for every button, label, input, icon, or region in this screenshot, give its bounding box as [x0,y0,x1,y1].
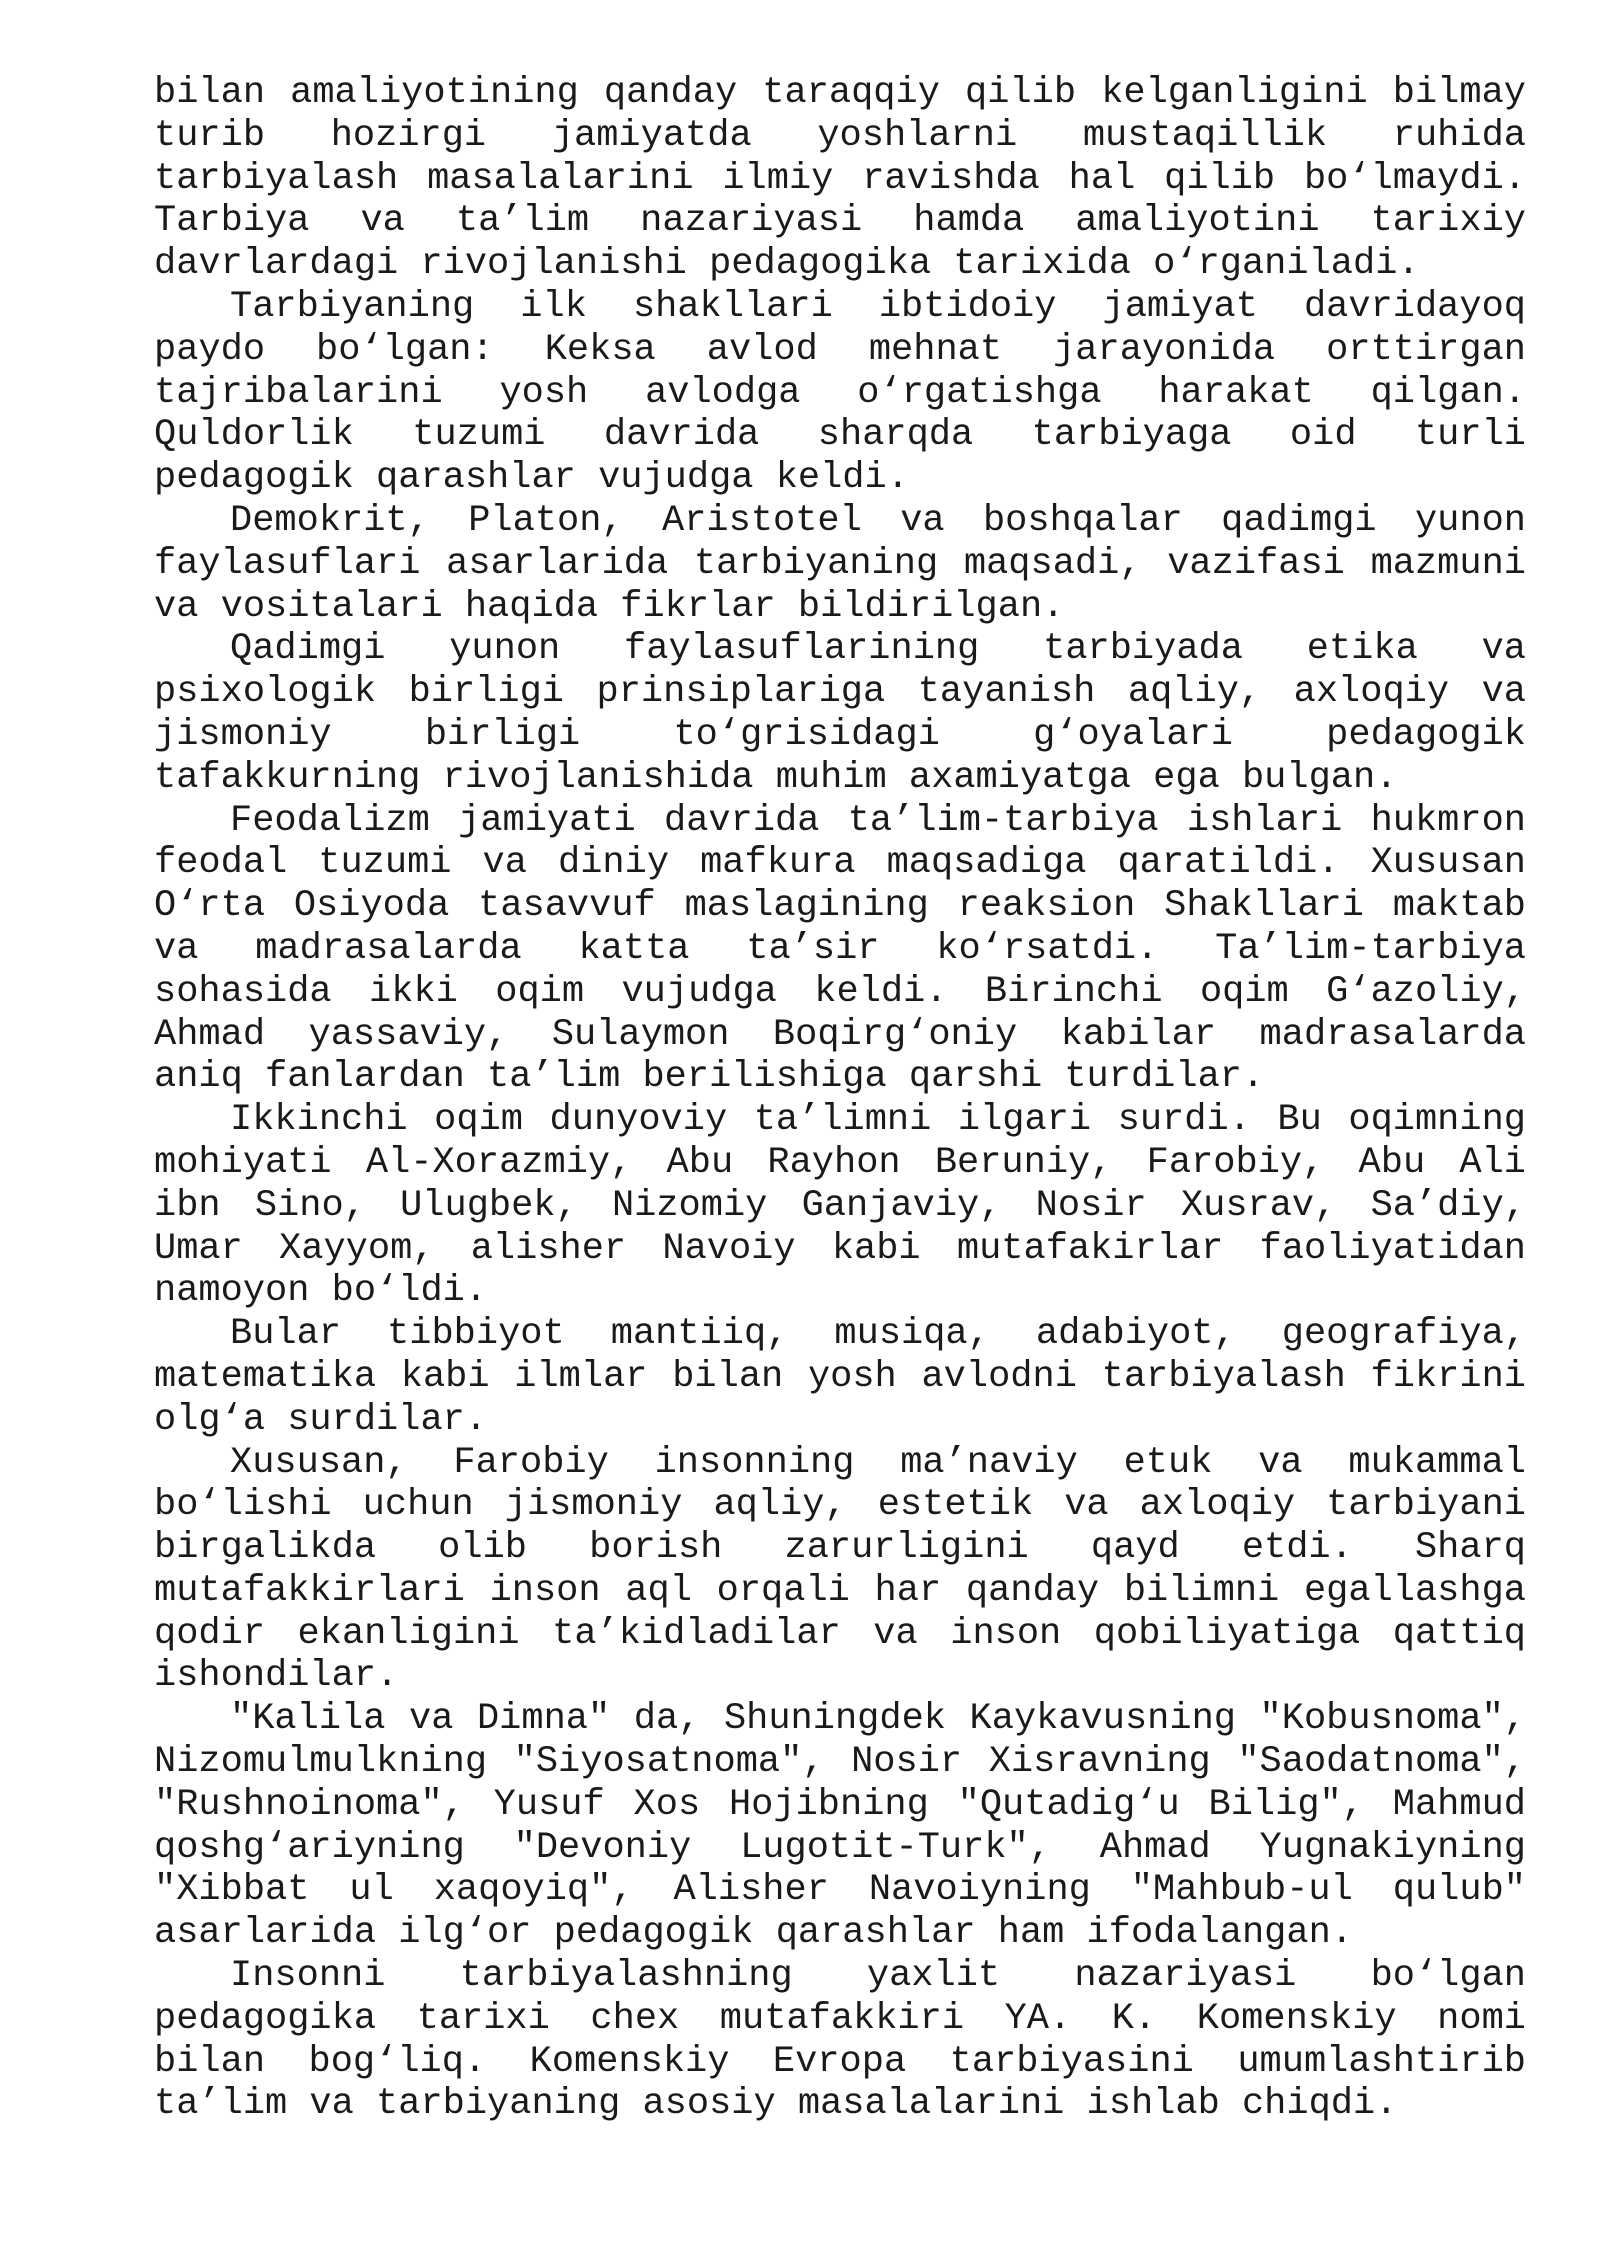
paragraph-7: Bular tibbiyot mantiiq, musiqa, adabiyot, geografiya, matematika kabi ilmlar bilan yosh avlodni tarbiyalash fikrini olg‘a surdilar. [154,1313,1526,1441]
paragraph-8: Xususan, Farobiy insonning ma’naviy etuk va mukammal bo‘lishi uchun jismoniy aqliy, estetik va axloqiy tarbiyani birgalikda olib borish zarurligini qayd etdi. Sharq mutafakkirlari inson aql orqali har qanday bilimni egallashga qodir ekanligini ta’kidladilar va inson qobiliyatiga qattiq ishondilar. [154,1441,1526,1698]
paragraph-6: Ikkinchi oqim dunyoviy ta’limni ilgari surdi. Bu oqimning mohiyati Al-Xorazmiy, Abu Rayhon Beruniy, Farobiy, Abu Ali ibn Sino, Ulugbek, Nizomiy Ganjaviy, Nosir Xusrav, Sa’diy, Umar Xayyom, alisher Navoiy kabi mutafakirlar faoliyatidan namoyon bo‘ldi. [154,1099,1526,1313]
paragraph-3: Demokrit, Platon, Aristotel va boshqalar qadimgi yunon faylasuflari asarlarida tarbiyaning maqsadi, vazifasi mazmuni va vositalari haqida fikrlar bildirilgan. [154,499,1526,628]
paragraph-10: Insonni tarbiyalashning yaxlit nazariyasi bo‘lgan pedagogika tarixi chex mutafakkiri YA. K. Komenskiy nomi bilan bog‘liq. Komenskiy Evropa tarbiyasini umumlashtirib ta’lim va tarbiyaning asosiy masalalarini ishlab chiqdi. [154,1955,1526,2126]
body-text [154,72,1526,2126]
paragraph-5: Feodalizm jamiyati davrida ta’lim-tarbiya ishlari hukmron feodal tuzumi va diniy mafkura maqsadiga qaratildi. Xususan O‘rta Osiyoda tasavvuf maslagining reaksion Shakllari maktab va madrasalarda katta ta’sir ko‘rsatdi. Ta’lim-tarbiya sohasida ikki oqim vujudga keldi. Birinchi oqim G‘azoliy, Ahmad yassaviy, Sulaymon Boqirg‘oniy kabilar madrasalarda aniq fanlardan ta’lim berilishiga qarshi turdilar. [154,799,1526,1099]
paragraph-4: Qadimgi yunon faylasuflarining tarbiyada etika va psixologik birligi prinsiplariga tayanish aqliy, axloqiy va jismoniy birligi to‘grisidagi g‘oyalari pedagogik tafakkurning rivojlanishida muhim axamiyatga ega bulgan. [154,628,1526,799]
paragraph-1: bilan amaliyotining qanday taraqqiy qilib kelganligini bilmay turib hozirgi jamiyatda yoshlarni mustaqillik ruhida tarbiyalash masalalarini ilmiy ravishda hal qilib bo‘lmaydi. Tarbiya va ta’lim nazariyasi hamda amaliyotini tarixiy davrlardagi rivojlanishi pedagogika tarixida o‘rganiladi. [154,72,1526,286]
paragraph-9: "Kalila va Dimna" da, Shuningdek Kaykavusning "Kobusnoma", Nizomulmulkning "Siyosatnoma", Nosir Xisravning "Saodatnoma", "Rushnoinoma", Yusuf Xos Hojibning "Qutadig‘u Bilig", Mahmud qoshg‘ariyning "Devoniy Lugotit-Turk", Ahmad Yugnakiyning "Xibbat ul xaqoyiq", Alisher Navoiyning "Mahbub-ul qulub" asarlarida ilg‘or pedagogik qarashlar ham ifodalangan. [154,1698,1526,1955]
paragraph-2: Tarbiyaning ilk shakllari ibtidoiy jamiyat davridayoq paydo bo‘lgan: Keksa avlod mehnat jarayonida orttirgan tajribalarini yosh avlodga o‘rgatishga harakat qilgan. Quldorlik tuzumi davrida sharqda tarbiyaga oid turli pedagogik qarashlar vujudga keldi. [154,285,1526,500]
